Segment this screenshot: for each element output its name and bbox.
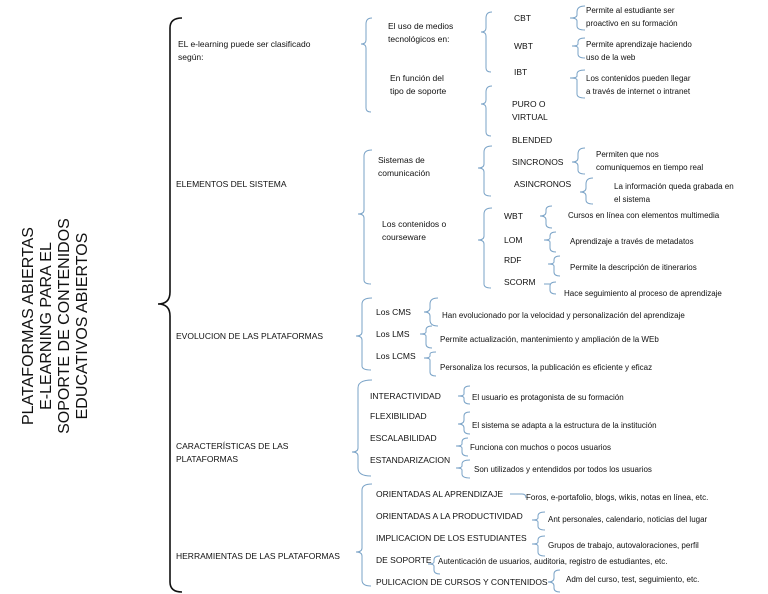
lom-desc: Aprendizaje a través de metadatos bbox=[570, 237, 694, 246]
link-lcms bbox=[424, 352, 436, 376]
title-line: PLATAFORMAS ABIERTAS bbox=[20, 227, 37, 425]
productivity-desc: Ant personales, calendario, noticias del lugar bbox=[548, 515, 708, 524]
cbt-node: CBT bbox=[514, 13, 531, 23]
publishing-node: PULICACION DE CURSOS Y CONTENIDOS bbox=[376, 577, 548, 587]
title-line: E-LEARNING PARA EL bbox=[38, 242, 55, 410]
tools-label: HERRAMIENTAS DE LAS PLATAFORMAS bbox=[176, 551, 340, 561]
link-async bbox=[580, 178, 593, 204]
flexibilidad-node: FLEXIBILIDAD bbox=[370, 411, 427, 421]
link-wbt-1 bbox=[572, 38, 585, 58]
escalabilidad-desc: Funciona con muchos o pocos usuarios bbox=[470, 443, 611, 452]
elements-label: ELEMENTOS DEL SISTEMA bbox=[176, 179, 287, 189]
link-cms bbox=[424, 298, 438, 326]
link-lms bbox=[420, 326, 432, 348]
brace-classification bbox=[361, 18, 372, 112]
content-node: Los contenidos o courseware bbox=[382, 219, 447, 242]
main-title bbox=[20, 66, 120, 586]
wbt-content-desc: Cursos en línea con elementos multimedia bbox=[568, 211, 720, 220]
support-node: En función del tipo de soporte bbox=[390, 73, 447, 96]
classification-label: EL e-learning puede ser clasificado según: bbox=[178, 39, 311, 62]
wbt-desc: Permite aprendizaje haciendo uso de la web bbox=[586, 40, 692, 62]
title-line: EDUCATIVOS ABIERTOS bbox=[74, 232, 91, 420]
cbt-desc: Permite al estudiante ser proactivo en su formación bbox=[586, 6, 678, 28]
wbt-node: WBT bbox=[514, 41, 533, 51]
link-students bbox=[532, 536, 545, 556]
brace-media bbox=[481, 12, 492, 72]
brace-evolution bbox=[356, 298, 372, 370]
estandarizacion-desc: Son utilizados y entendidos por todos los usuarios bbox=[474, 465, 652, 474]
escalabilidad-node: ESCALABILIDAD bbox=[370, 433, 437, 443]
features-label: CARACTERÍSTICAS DE LAS PLATAFORMAS bbox=[176, 441, 289, 464]
link-cbt bbox=[570, 6, 585, 30]
brace-features bbox=[352, 380, 372, 476]
ibt-node: IBT bbox=[514, 67, 528, 77]
flexibilidad-desc: El sistema se adapta a la estructura de la institución bbox=[472, 421, 657, 430]
scorm-node: SCORM bbox=[504, 277, 536, 287]
estandarizacion-node: ESTANDARIZACION bbox=[370, 455, 451, 465]
link-lom bbox=[544, 232, 556, 252]
productivity-node: ORIENTADAS A LA PRODUCTIVIDAD bbox=[376, 511, 523, 521]
main-brace bbox=[158, 18, 182, 592]
link-ibt bbox=[570, 70, 585, 98]
interactividad-node: INTERACTIVIDAD bbox=[370, 391, 441, 401]
brace-content bbox=[478, 208, 492, 288]
brace-group bbox=[352, 6, 593, 592]
media-node: El uso de medios tecnológicos en: bbox=[388, 21, 454, 44]
title-line: SOPORTE DE CONTENIDOS bbox=[56, 218, 73, 434]
lcms-node: Los LCMS bbox=[376, 351, 416, 361]
interactividad-desc: El usuario es protagonista de su formación bbox=[472, 393, 624, 402]
link-publishing bbox=[548, 570, 560, 592]
brace-support bbox=[481, 86, 492, 136]
wbt-content-node: WBT bbox=[504, 211, 523, 221]
sync-node: SINCRONOS bbox=[512, 157, 564, 167]
link-scorm bbox=[544, 282, 556, 294]
lcms-desc: Personaliza los recursos, la publicación es eficiente y eficaz bbox=[440, 363, 653, 372]
learning-desc: Foros, e-portafolio, blogs, wikis, notas en línea, etc. bbox=[526, 493, 709, 502]
scorm-desc: Hace seguimiento al proceso de aprendizaje bbox=[564, 289, 722, 298]
cms-desc: Han evolucionado por la velocidad y personalización del aprendizaje bbox=[442, 311, 685, 320]
virtual-node: PURO O VIRTUAL bbox=[512, 99, 548, 122]
lms-node: Los LMS bbox=[376, 329, 410, 339]
support-tools-node: DE SOPORTE bbox=[376, 555, 432, 565]
link-learning bbox=[510, 494, 526, 498]
blended-node: BLENDED bbox=[512, 135, 553, 145]
link-rdf bbox=[548, 256, 560, 276]
async-desc: La información queda grabada en el sistema bbox=[614, 182, 734, 204]
async-node: ASINCRONOS bbox=[514, 179, 572, 189]
lms-desc: Permite actualización, mantenimiento y ampliación de la WEb bbox=[440, 335, 659, 344]
rdf-desc: Permite la descripción de itinerarios bbox=[570, 263, 697, 272]
sync-desc: Permiten que nos comuniquemos en tiempo real bbox=[596, 150, 704, 172]
brace-comm bbox=[478, 146, 492, 196]
learning-node: ORIENTADAS AL APRENDIZAJE bbox=[376, 489, 504, 499]
ibt-desc: Los contenidos pueden llegar a través de internet o intranet bbox=[586, 74, 691, 96]
evolution-label: EVOLUCION DE LAS PLATAFORMAS bbox=[176, 331, 324, 341]
link-interactividad bbox=[458, 386, 470, 404]
students-desc: Grupos de trabajo, autovaloraciones, perfil bbox=[548, 541, 699, 550]
students-node: IMPLICACION DE LOS ESTUDIANTES bbox=[376, 533, 527, 543]
comm-node: Sistemas de comunicación bbox=[378, 155, 430, 178]
support-tools-desc: Autenticación de usuarios, auditoria, registro de estudiantes, etc. bbox=[438, 557, 668, 566]
rdf-node: RDF bbox=[504, 255, 522, 265]
cms-node: Los CMS bbox=[376, 307, 411, 317]
link-sync bbox=[572, 148, 585, 174]
link-flexibilidad bbox=[458, 412, 470, 434]
link-productivity bbox=[532, 512, 545, 530]
lom-node: LOM bbox=[504, 235, 523, 245]
link-wbt-2 bbox=[540, 206, 552, 228]
brace-elements bbox=[358, 150, 372, 284]
link-estandarizacion bbox=[456, 460, 470, 478]
publishing-desc: Adm del curso, test, seguimiento, etc. bbox=[566, 575, 700, 584]
brace-tools bbox=[356, 484, 372, 586]
link-escalabilidad bbox=[456, 438, 468, 456]
